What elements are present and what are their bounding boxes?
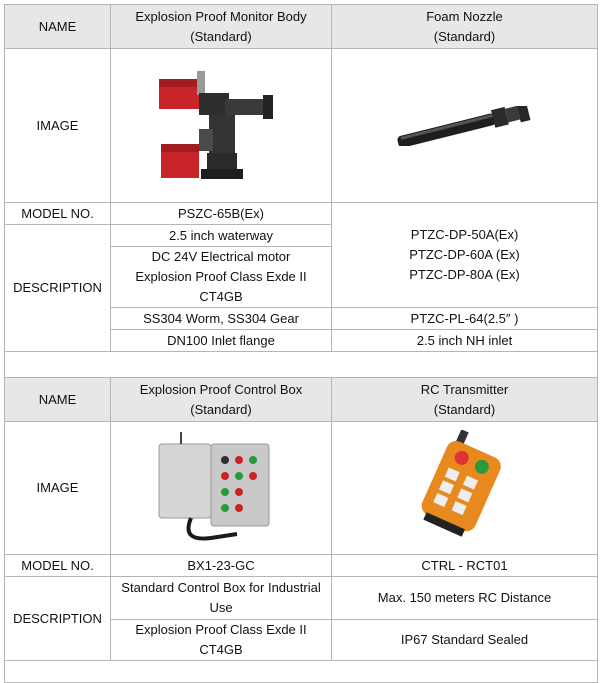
rc-transmitter-image <box>332 422 598 555</box>
foam-nozzle-inlet: 2.5 inch NH inlet <box>332 330 598 352</box>
monitor-desc-flange: DN100 Inlet flange <box>111 330 332 352</box>
section-spacer <box>5 352 598 378</box>
monitor-desc-waterway: 2.5 inch waterway <box>111 225 332 247</box>
monitor-desc-motor: DC 24V Electrical motor Explosion Proof Class Exde II CT4GB <box>111 247 332 308</box>
description-label: DESCRIPTION <box>5 225 111 352</box>
rc-transmitter-model: CTRL - RCT01 <box>332 555 598 577</box>
rc-transmitter-name: RC Transmitter (Standard) <box>332 378 598 422</box>
foam-nozzle-pl-model: PTZC-PL-64(2.5″ ) <box>332 308 598 330</box>
control-box-desc-class: Explosion Proof Class Exde II CT4GB <box>111 620 332 661</box>
rc-desc-distance: Max. 150 meters RC Distance <box>332 577 598 620</box>
name-row-2 <box>5 378 598 422</box>
foam-nozzle-models: PTZC-DP-50A(Ex) PTZC-DP-60A (Ex) PTZC-DP-80A (Ex) <box>332 203 598 308</box>
model-row-1 <box>5 203 598 225</box>
description-label: DESCRIPTION <box>5 577 111 661</box>
control-box-image <box>111 422 332 555</box>
model-row-2 <box>5 555 598 577</box>
control-box-name: Explosion Proof Control Box (Standard) <box>111 378 332 422</box>
image-label: IMAGE <box>5 422 111 555</box>
control-box-desc-use: Standard Control Box for Industrial Use <box>111 577 332 620</box>
foam-nozzle-image <box>332 49 598 203</box>
image-label: IMAGE <box>5 49 111 203</box>
monitor-desc-gear: SS304 Worm, SS304 Gear <box>111 308 332 330</box>
foam-nozzle-name: Foam Nozzle (Standard) <box>332 5 598 49</box>
spec-table <box>4 4 598 683</box>
model-label: MODEL NO. <box>5 203 111 225</box>
monitor-body-model: PSZC-65B(Ex) <box>111 203 332 225</box>
monitor-body-name: Explosion Proof Monitor Body (Standard) <box>111 5 332 49</box>
desc-row-2a <box>5 577 598 620</box>
control-box-model: BX1-23-GC <box>111 555 332 577</box>
monitor-body-image <box>111 49 332 203</box>
image-row-1 <box>5 49 598 203</box>
name-row-1 <box>5 5 598 49</box>
name-label: NAME <box>5 5 111 49</box>
name-label: NAME <box>5 378 111 422</box>
rc-desc-sealed: IP67 Standard Sealed <box>332 620 598 661</box>
model-label: MODEL NO. <box>5 555 111 577</box>
bottom-spacer <box>5 661 598 683</box>
image-row-2 <box>5 422 598 555</box>
